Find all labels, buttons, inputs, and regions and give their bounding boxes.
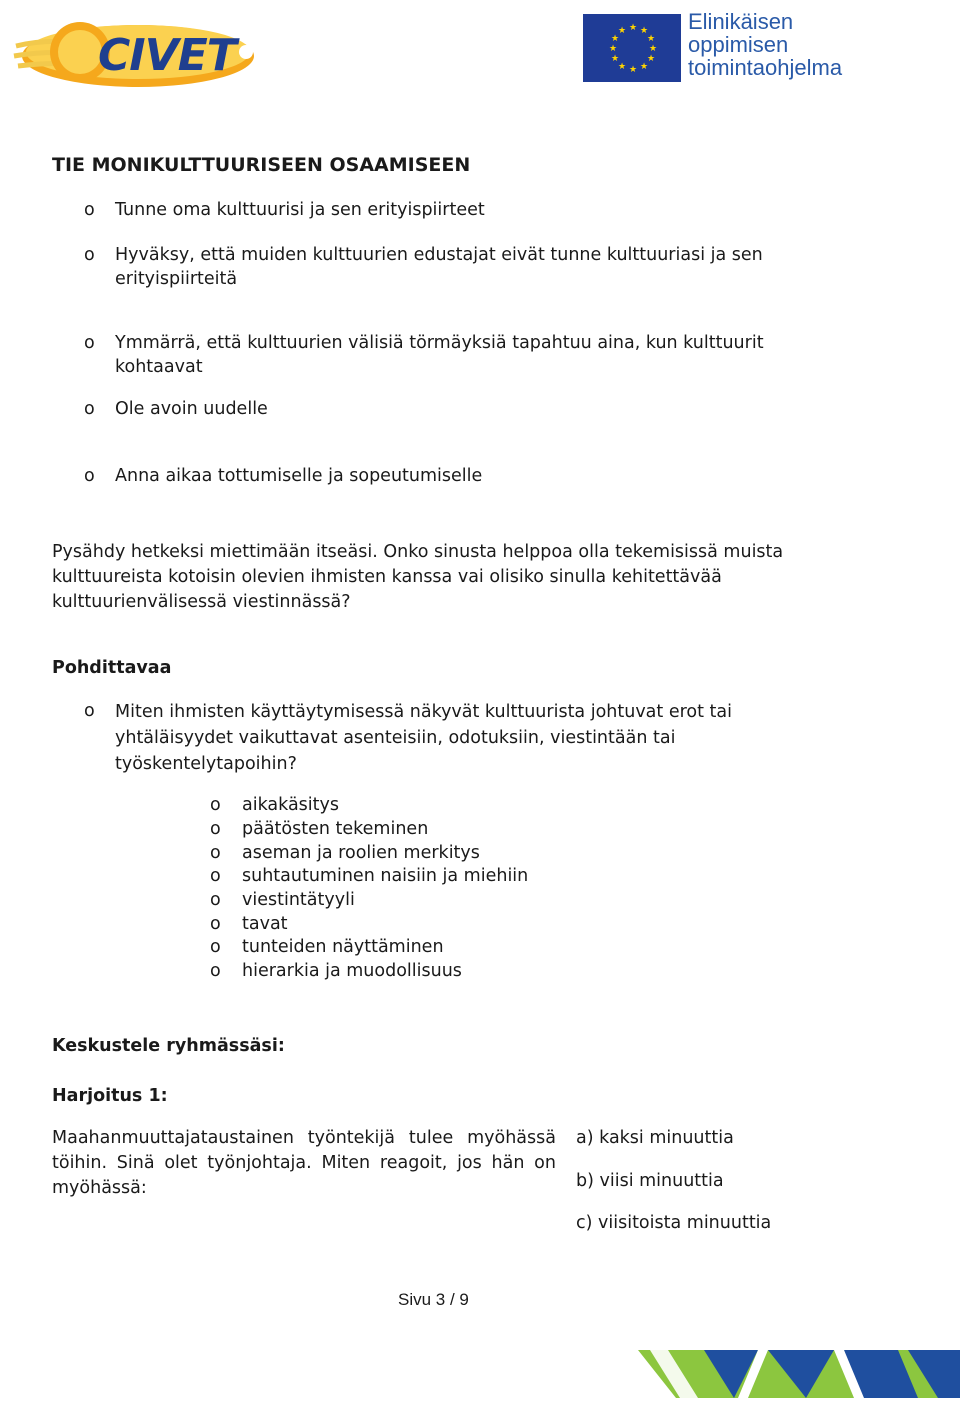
bullet-marker: o	[210, 961, 221, 981]
eu-program-name	[688, 10, 888, 79]
svg-text:★: ★	[629, 23, 638, 33]
eu-program-line: toimintaohjelma	[688, 55, 843, 80]
bullet-marker: o	[210, 795, 221, 815]
page-number: Sivu 3 / 9	[398, 1290, 469, 1309]
footer-decoration	[638, 1350, 960, 1398]
section-heading-pohdittavaa: Pohdittavaa	[52, 658, 172, 678]
svg-text:★: ★	[649, 44, 658, 54]
exercise-option: c) viisitoista minuuttia	[576, 1213, 772, 1233]
svg-text:★: ★	[629, 65, 638, 75]
bullet-marker: o	[84, 701, 95, 721]
eu-program-line: Elinikäisen	[688, 9, 794, 34]
intro-item: Anna aikaa tottumiselle ja sopeutumiselle	[115, 466, 483, 486]
bullet-marker: o	[210, 819, 221, 839]
svg-text:★: ★	[618, 62, 627, 72]
exercise-text: Maahanmuuttajataustainen työntekijä tulee myöhässä töihin. Sinä olet työnjohtaja. Miten reagoit, jos hän on myöhässä:	[52, 1128, 556, 1198]
svg-text:★: ★	[640, 26, 649, 36]
bullet-marker: o	[210, 937, 221, 957]
exercise-option: a) kaksi minuuttia	[576, 1128, 734, 1148]
sub-item: aseman ja roolien merkitys	[242, 843, 480, 863]
bullet-marker: o	[210, 914, 221, 934]
intro-item: Ymmärrä, että kulttuurien välisiä törmäyksiä tapahtuu aina, kun kulttuurit kohtaavat	[115, 333, 764, 377]
sub-item: viestintätyyli	[242, 890, 355, 910]
svg-text:★: ★	[647, 34, 656, 44]
eu-flag-icon	[583, 14, 681, 82]
intro-item: Hyväksy, että muiden kulttuurien edustajat eivät tunne kulttuuriasi ja sen erityispiirteitä	[115, 245, 763, 289]
sub-item: päätösten tekeminen	[242, 819, 429, 839]
bullet-marker: o	[84, 333, 95, 353]
bullet-marker: o	[210, 866, 221, 886]
bullet-marker: o	[84, 245, 95, 265]
eu-program-line: oppimisen	[688, 32, 789, 57]
svg-text:★: ★	[611, 54, 620, 64]
civet-logo-text: CIVET	[98, 30, 236, 81]
pohdittavaa-question: Miten ihmisten käyttäytymisessä näkyvät kulttuurista johtuvat erot tai yhtäläisyydet vaikuttavat asenteisiin, odotuksiin, viestintään tai työskentelytapoihin?	[115, 702, 732, 774]
svg-text:★: ★	[611, 34, 620, 44]
bullet-marker: o	[84, 399, 95, 419]
civet-logo	[10, 8, 255, 96]
reflect-paragraph: Pysähdy hetkeksi miettimään itseäsi. Onko sinusta helppoa olla tekemisissä muista kulttuureista kotoisin olevien ihmisten kanssa vai olisiko sinulla kehitettävää kulttuurienvälisessä viestinnässä?	[52, 542, 784, 612]
sub-item: aikakäsitys	[242, 795, 340, 815]
sub-item: hierarkia ja muodollisuus	[242, 961, 462, 981]
exercise-heading: Harjoitus 1:	[52, 1086, 168, 1106]
page-title: TIE MONIKULTTUURISEEN OSAAMISEEN	[52, 154, 471, 176]
section-heading-discussion: Keskustele ryhmässäsi:	[52, 1036, 285, 1056]
svg-text:★: ★	[609, 44, 618, 54]
exercise-option: b) viisi minuuttia	[576, 1171, 724, 1191]
svg-text:★: ★	[640, 62, 649, 72]
bullet-marker: o	[84, 466, 95, 486]
bullet-marker: o	[210, 843, 221, 863]
sub-item: tavat	[242, 914, 288, 934]
sub-item: tunteiden näyttäminen	[242, 937, 444, 957]
intro-item: Tunne oma kulttuurisi ja sen erityispiirteet	[115, 200, 485, 220]
svg-text:★: ★	[618, 26, 627, 36]
intro-item: Ole avoin uudelle	[115, 399, 268, 419]
bullet-marker: o	[84, 200, 95, 220]
svg-text:★: ★	[647, 54, 656, 64]
bullet-marker: o	[210, 890, 221, 910]
sub-item: suhtautuminen naisiin ja miehiin	[242, 866, 529, 886]
